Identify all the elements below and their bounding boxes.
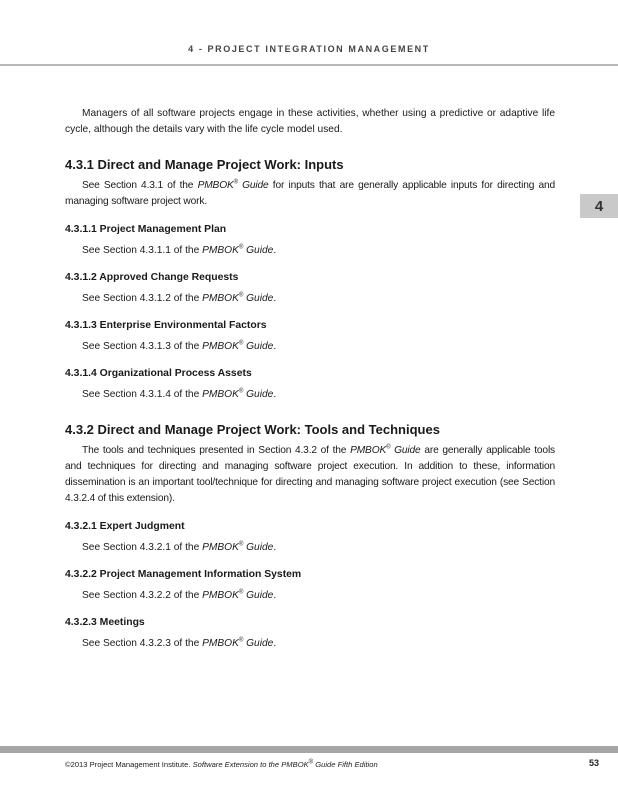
page-number: 53 (588, 758, 599, 768)
subsection-heading-4-3-2-3: 4.3.2.3 Meetings (65, 617, 145, 628)
subsection-ref-4-3-1-2: See Section 4.3.1.2 of the PMBOK® Guide. (82, 292, 277, 304)
subsection-heading-4-3-2-2: 4.3.2.2 Project Management Information System (65, 569, 302, 580)
footer-copyright: ©2013 Project Management Institute. Software Extension to the PMBOK® Guide Fifth Edition (65, 759, 378, 769)
subsection-ref-4-3-1-1: See Section 4.3.1.1 of the PMBOK® Guide. (82, 244, 277, 256)
section-heading-4-3-2: 4.3.2 Direct and Manage Project Work: Tools and Techniques (65, 422, 440, 437)
subsection-heading-4-3-1-1: 4.3.1.1 Project Management Plan (65, 224, 227, 235)
subsection-heading-4-3-1-2: 4.3.1.2 Approved Change Requests (65, 272, 239, 283)
page-content (65, 106, 555, 652)
footer-bar (0, 746, 618, 753)
subsection-ref-4-3-2-2: See Section 4.3.2.2 of the PMBOK® Guide. (82, 589, 277, 601)
subsection-ref-4-3-1-4: See Section 4.3.1.4 of the PMBOK® Guide. (82, 388, 277, 400)
subsection-heading-4-3-1-3: 4.3.1.3 Enterprise Environmental Factors (65, 320, 267, 331)
intro-paragraph: Managers of all software projects engage in these activities, whether using a predictive or adaptive life cycle, although the details vary with the life cycle model used. (65, 108, 555, 135)
subsection-ref-4-3-2-1: See Section 4.3.2.1 of the PMBOK® Guide. (82, 541, 277, 553)
subsection-heading-4-3-1-4: 4.3.1.4 Organizational Process Assets (65, 368, 252, 379)
subsection-ref-4-3-1-3: See Section 4.3.1.3 of the PMBOK® Guide. (82, 340, 277, 352)
subsection-ref-4-3-2-3: See Section 4.3.2.3 of the PMBOK® Guide. (82, 637, 277, 649)
running-header: 4 - PROJECT INTEGRATION MANAGEMENT (188, 44, 430, 54)
section-paragraph-4-3-1: See Section 4.3.1 of the PMBOK® Guide for inputs that are generally applicable inputs for directing and managing software project work. (65, 179, 556, 207)
section-heading-4-3-1: 4.3.1 Direct and Manage Project Work: Inputs (65, 157, 344, 172)
section-paragraph-4-3-2: The tools and techniques presented in Section 4.3.2 of the PMBOK® Guide are generally applicable tools and techniques for directing and managing software project execution. In addition to these, information dissemination is an important tool/technique for directing and managing software project execution (see Section 4.3.2.4 of this extension). (65, 444, 555, 504)
chapter-tab: 4 (580, 194, 618, 218)
header-rule (0, 64, 618, 66)
subsection-heading-4-3-2-1: 4.3.2.1 Expert Judgment (65, 521, 185, 532)
